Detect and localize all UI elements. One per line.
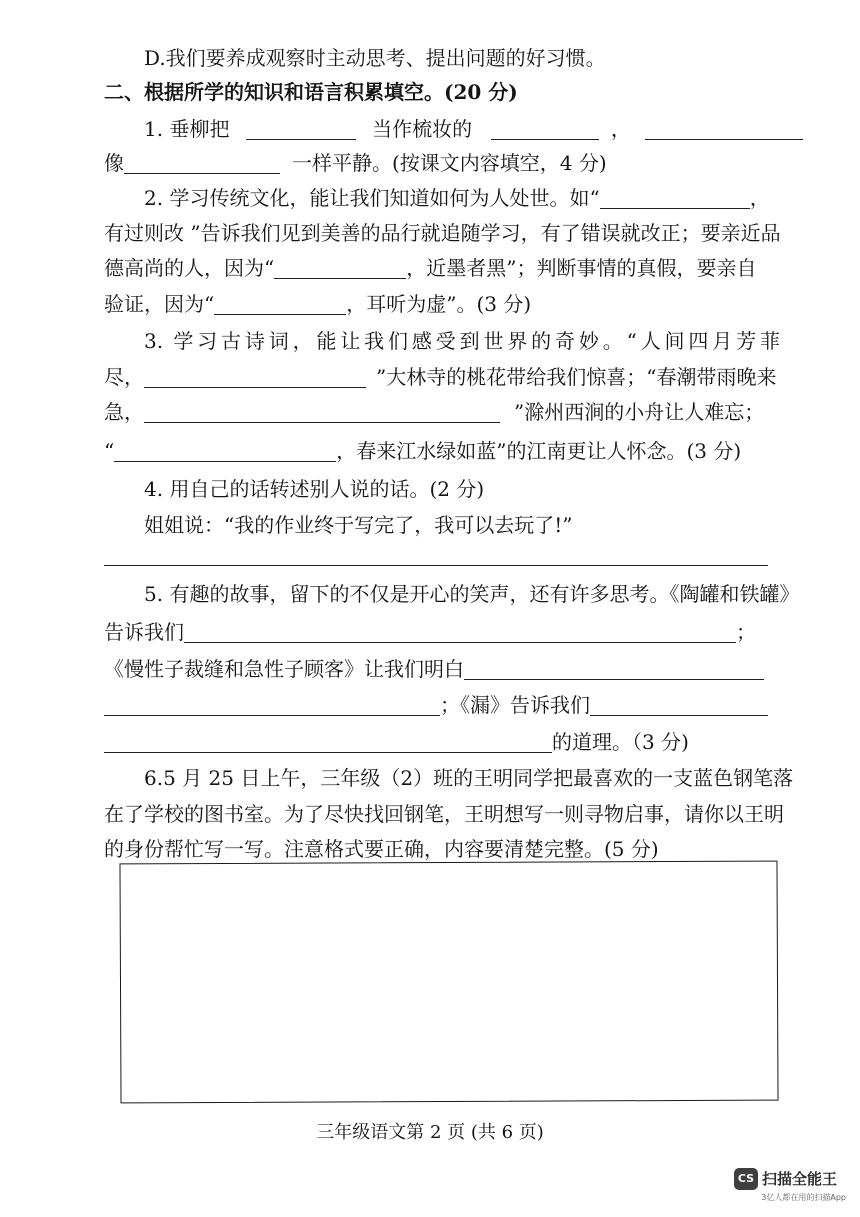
q3-text-e: ”滁州西涧的小舟让人难忘； bbox=[514, 400, 765, 424]
q5-text-c: ； bbox=[736, 620, 756, 644]
q5-text-f: 的道理。（3 分) bbox=[552, 730, 689, 754]
q5-line-5 bbox=[104, 727, 780, 757]
q3-text-d: 急， bbox=[104, 400, 144, 424]
q1-text-a: 垂柳把 bbox=[169, 117, 230, 141]
lost-notice-answer-box[interactable] bbox=[119, 861, 778, 1104]
q2-text-e: ，近墨者黑”；判断事情的真假，要亲自 bbox=[406, 256, 757, 280]
q4-answer-line[interactable] bbox=[104, 565, 768, 566]
q3-text-g: ，春来江水绿如蓝”的江南更让人怀念。(3 分) bbox=[336, 439, 742, 463]
option-d: D.我们要养成观察时主动思考、提出问题的好习惯。 bbox=[144, 46, 606, 70]
q1-blank-4[interactable] bbox=[124, 151, 280, 174]
q5-blank-2[interactable] bbox=[464, 657, 764, 680]
scanner-watermark bbox=[734, 1166, 846, 1206]
q1-line-1 bbox=[144, 114, 780, 144]
q6-number: 6. bbox=[144, 766, 164, 790]
q6-line-1 bbox=[144, 763, 794, 793]
q1-line-2 bbox=[104, 148, 780, 178]
q3-line-2 bbox=[104, 362, 780, 392]
page-footer: 三年级语文第 2 页 (共 6 页) bbox=[316, 1122, 544, 1143]
q1-text-d: 像 bbox=[104, 151, 124, 175]
q2-line-4 bbox=[104, 289, 780, 319]
q2-blank-2[interactable] bbox=[274, 256, 406, 279]
q5-blank-4[interactable] bbox=[590, 693, 768, 716]
q3-text-c: ”大林寺的桃花带给我们惊喜；“春潮带雨晚来 bbox=[376, 365, 777, 389]
q3-text-a: 学习古诗词，能让我们感受到世界的奇妙。“人间四月芳菲 bbox=[173, 329, 780, 353]
q3-blank-3[interactable] bbox=[114, 439, 336, 462]
q3-number: 3. bbox=[144, 329, 164, 353]
q2-blank-3[interactable] bbox=[214, 292, 346, 315]
q5-text-a: 有趣的故事，留下的不仅是开心的笑声，还有许多思考。《陶罐和铁罐》 bbox=[169, 582, 800, 606]
q3-line-1 bbox=[144, 326, 780, 356]
q3-blank-1[interactable] bbox=[144, 365, 366, 388]
q4-line-1 bbox=[144, 474, 780, 504]
section-two-heading: 二、根据所学的知识和语言积累填空。(20 分) bbox=[104, 80, 518, 104]
q1-text-c: ， bbox=[610, 117, 631, 141]
q1-blank-2[interactable] bbox=[491, 117, 599, 140]
camscanner-logo-icon: CS bbox=[734, 1168, 758, 1190]
q2-text-f: 验证，因为“ bbox=[104, 292, 215, 316]
q3-text-f: “ bbox=[104, 439, 115, 463]
q2-line-2: 有过则改 ”告诉我们见到美善的品行就追随学习，有了错误就改正；要亲近品 bbox=[104, 221, 781, 245]
q1-text-e: 一样平静。(按课文内容填空，4 分) bbox=[292, 151, 607, 175]
q5-line-4 bbox=[104, 690, 780, 720]
q5-line-3 bbox=[104, 654, 780, 684]
q5-text-d: 《慢性子裁缝和急性子顾客》让我们明白 bbox=[104, 657, 464, 681]
q6-text-1: 5 月 25 日上午，三年级（2）班的王明同学把最喜欢的一支蓝色钢笔落 bbox=[163, 766, 794, 790]
q2-text-g: ，耳听为虚”。(3 分) bbox=[346, 292, 532, 316]
q3-blank-2[interactable] bbox=[144, 400, 500, 423]
q2-text-d: 德高尚的人，因为“ bbox=[104, 256, 275, 280]
q2-line-3 bbox=[104, 253, 780, 283]
q1-blank-3[interactable] bbox=[645, 117, 803, 140]
q1-blank-1[interactable] bbox=[246, 117, 356, 140]
q3-line-4 bbox=[104, 436, 780, 466]
q2-number: 2. bbox=[144, 186, 164, 210]
q6-line-3: 的身份帮忙写一写。注意格式要正确，内容要清楚完整。(5 分) bbox=[104, 837, 659, 861]
q5-line-2 bbox=[104, 617, 780, 647]
q3-line-3 bbox=[104, 397, 780, 427]
q5-number: 5. bbox=[144, 582, 164, 606]
q4-text-a: 用自己的话转述别人说的话。(2 分) bbox=[169, 477, 485, 501]
q5-text-b: 告诉我们 bbox=[104, 620, 184, 644]
q3-text-b: 尽， bbox=[104, 365, 144, 389]
q4-number: 4. bbox=[144, 477, 164, 501]
q2-text-a: 学习传统文化，能让我们知道如何为人处世。如“ bbox=[169, 186, 600, 210]
q5-text-e: ；《漏》告诉我们 bbox=[440, 693, 590, 717]
q2-text-b: ， bbox=[749, 186, 770, 210]
q5-blank-1[interactable] bbox=[184, 620, 736, 643]
q5-line-1 bbox=[144, 579, 800, 609]
q1-number: 1. bbox=[144, 117, 164, 141]
q2-line-1 bbox=[144, 183, 780, 213]
q5-blank-5[interactable] bbox=[104, 730, 552, 753]
q1-text-b: 当作梳妆的 bbox=[372, 117, 473, 141]
q2-blank-1[interactable] bbox=[600, 186, 750, 209]
q5-blank-3[interactable] bbox=[104, 693, 440, 716]
q6-line-2: 在了学校的图书室。为了尽快找回钢笔，王明想写一则寻物启事，请你以王明 bbox=[104, 802, 784, 826]
q4-quote: 姐姐说：“我的作业终于写完了，我可以去玩了!” bbox=[144, 513, 573, 537]
watermark-tagline: 3亿人都在用的扫描App bbox=[761, 1193, 846, 1202]
watermark-name: 扫描全能王 bbox=[762, 1170, 838, 1188]
